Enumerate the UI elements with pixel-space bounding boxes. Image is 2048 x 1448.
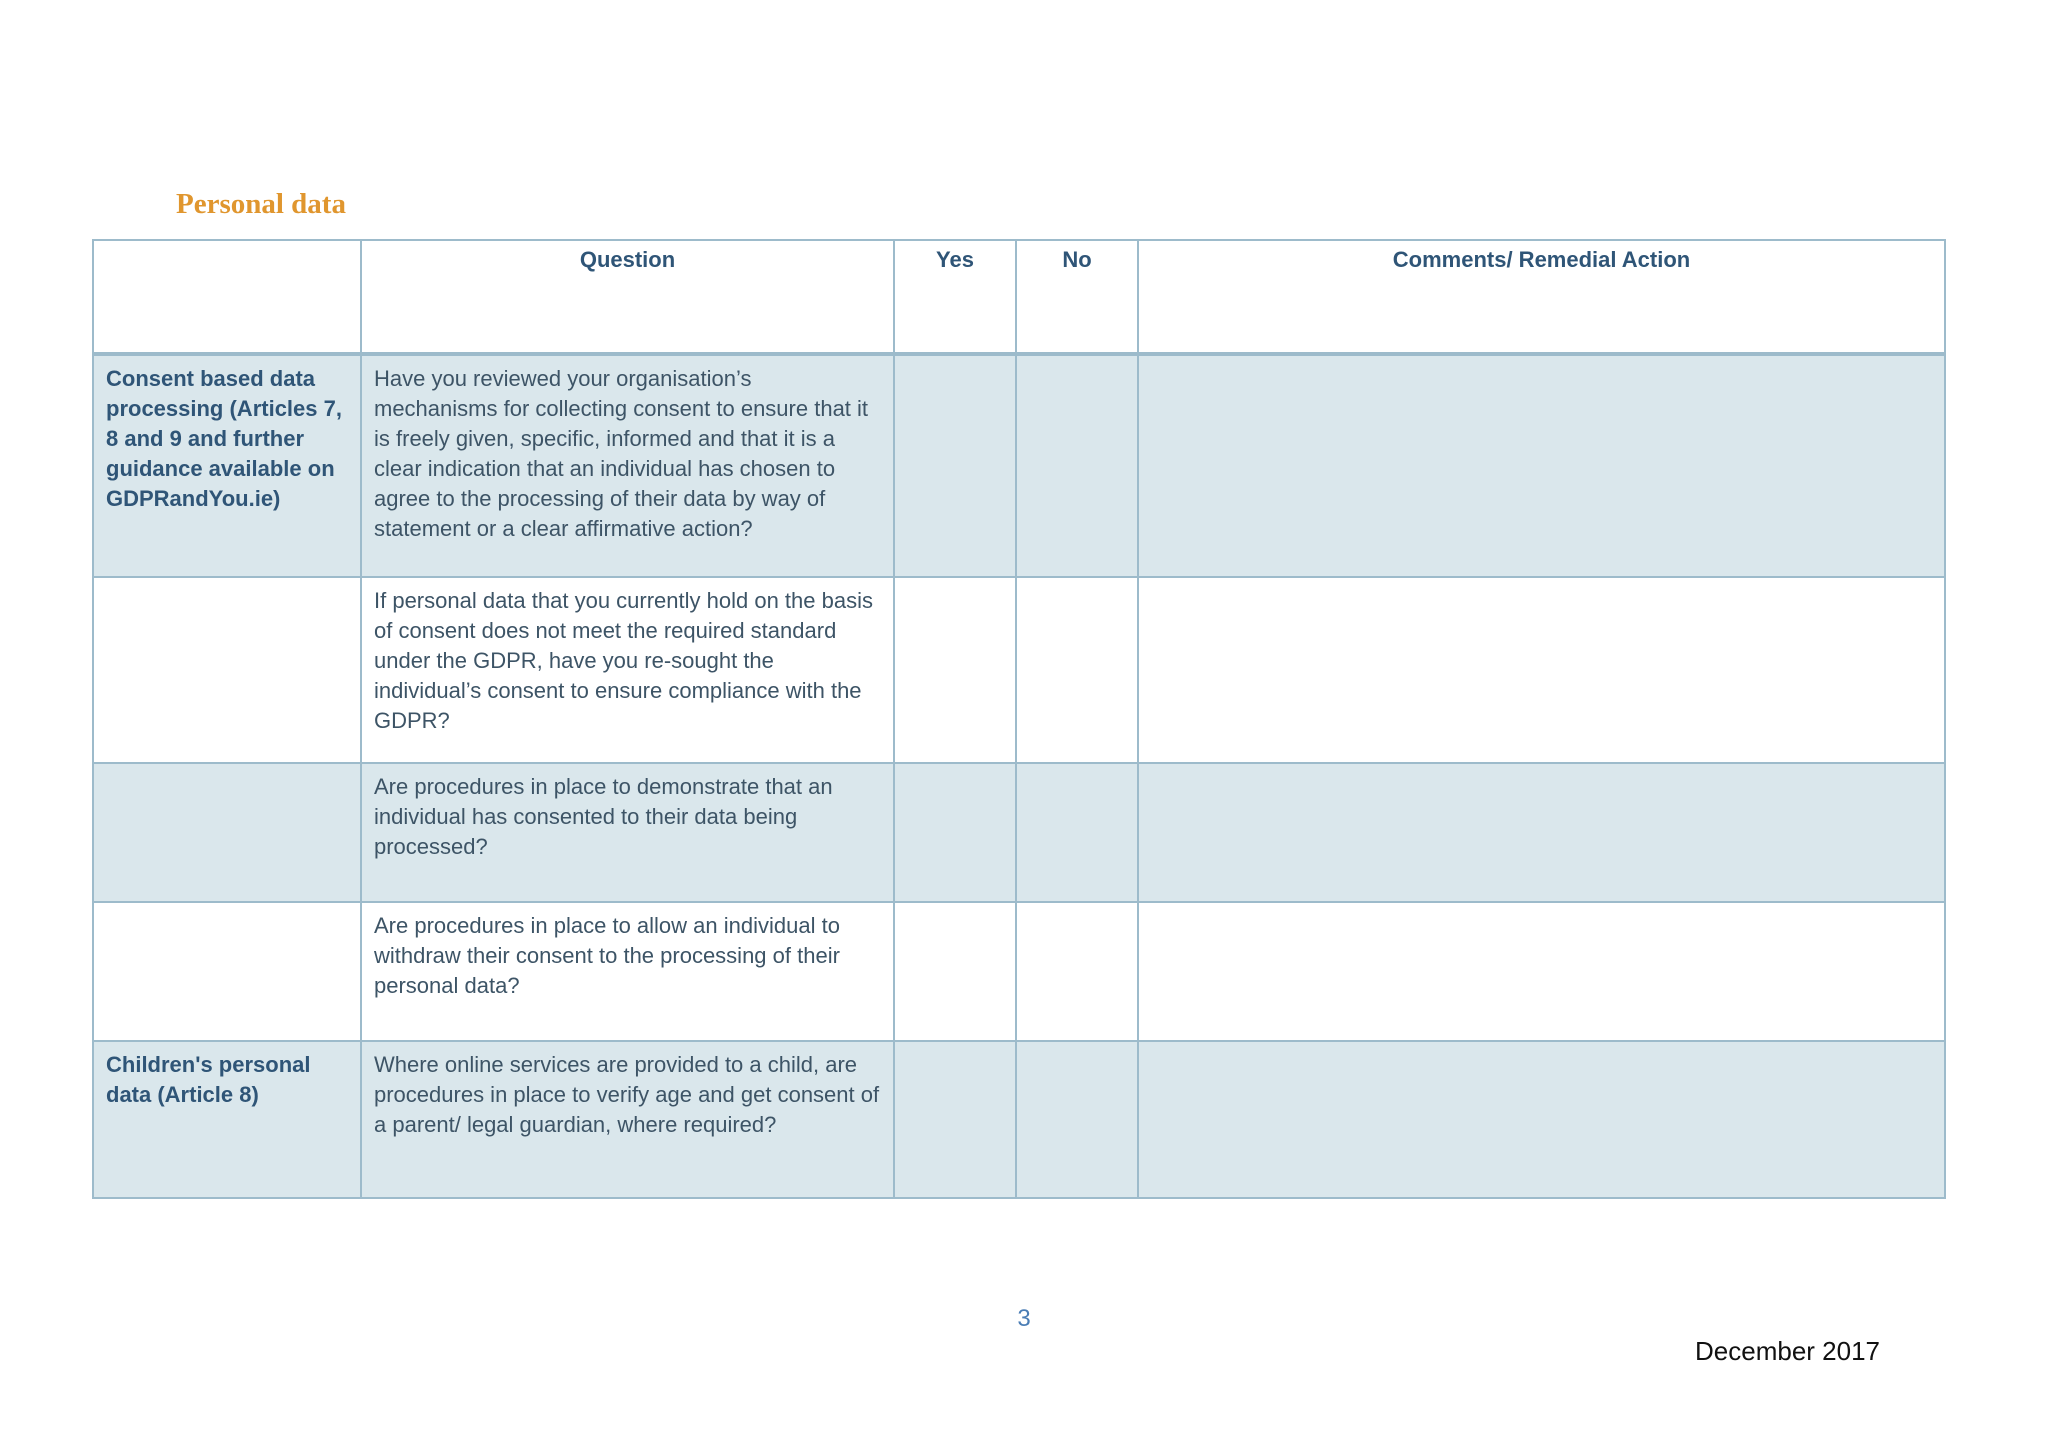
row-category (93, 763, 361, 902)
row-question: If personal data that you currently hold on the basis of consent does not meet the required standard under the GDPR, have you re-sought the individual’s consent to ensure compliance with the GDPR? (361, 577, 894, 763)
row-comments-cell[interactable] (1138, 902, 1945, 1041)
table-row (93, 577, 1945, 763)
table-row (93, 902, 1945, 1041)
row-no-cell[interactable] (1016, 902, 1138, 1041)
row-category (93, 902, 361, 1041)
header-category (93, 240, 361, 354)
header-comments: Comments/ Remedial Action (1138, 240, 1945, 354)
row-question: Are procedures in place to allow an individual to withdraw their consent to the processing of their personal data? (361, 902, 894, 1041)
row-category: Consent based data processing (Articles 7, 8 and 9 and further guidance available on GDPRandYou.ie) (93, 354, 361, 577)
page-number: 3 (1017, 1305, 1031, 1332)
header-yes: Yes (894, 240, 1016, 354)
row-yes-cell[interactable] (894, 902, 1016, 1041)
gdpr-checklist-table (92, 239, 1946, 1199)
row-no-cell[interactable] (1016, 354, 1138, 577)
row-comments-cell[interactable] (1138, 763, 1945, 902)
header-question: Question (361, 240, 894, 354)
header-no: No (1016, 240, 1138, 354)
row-comments-cell[interactable] (1138, 354, 1945, 577)
table-row (93, 354, 1945, 577)
table-header-row (93, 240, 1945, 354)
row-yes-cell[interactable] (894, 354, 1016, 577)
row-yes-cell[interactable] (894, 1041, 1016, 1198)
row-comments-cell[interactable] (1138, 1041, 1945, 1198)
row-category (93, 577, 361, 763)
row-question: Have you reviewed your organisation’s mechanisms for collecting consent to ensure that it is freely given, specific, informed and that it is a clear indication that an individual has chosen to agree to the processing of their data by way of statement or a clear affirmative action? (361, 354, 894, 577)
table-row (93, 763, 1945, 902)
row-question: Are procedures in place to demonstrate that an individual has consented to their data being processed? (361, 763, 894, 902)
row-no-cell[interactable] (1016, 577, 1138, 763)
row-comments-cell[interactable] (1138, 577, 1945, 763)
row-no-cell[interactable] (1016, 763, 1138, 902)
footer-date: December 2017 (1695, 1336, 1880, 1366)
row-question: Where online services are provided to a child, are procedures in place to verify age and get consent of a parent/ legal guardian, where required? (361, 1041, 894, 1198)
row-category: Children's personal data (Article 8) (93, 1041, 361, 1198)
row-yes-cell[interactable] (894, 763, 1016, 902)
section-title: Personal data (176, 188, 346, 220)
table-row (93, 1041, 1945, 1198)
row-yes-cell[interactable] (894, 577, 1016, 763)
row-no-cell[interactable] (1016, 1041, 1138, 1198)
